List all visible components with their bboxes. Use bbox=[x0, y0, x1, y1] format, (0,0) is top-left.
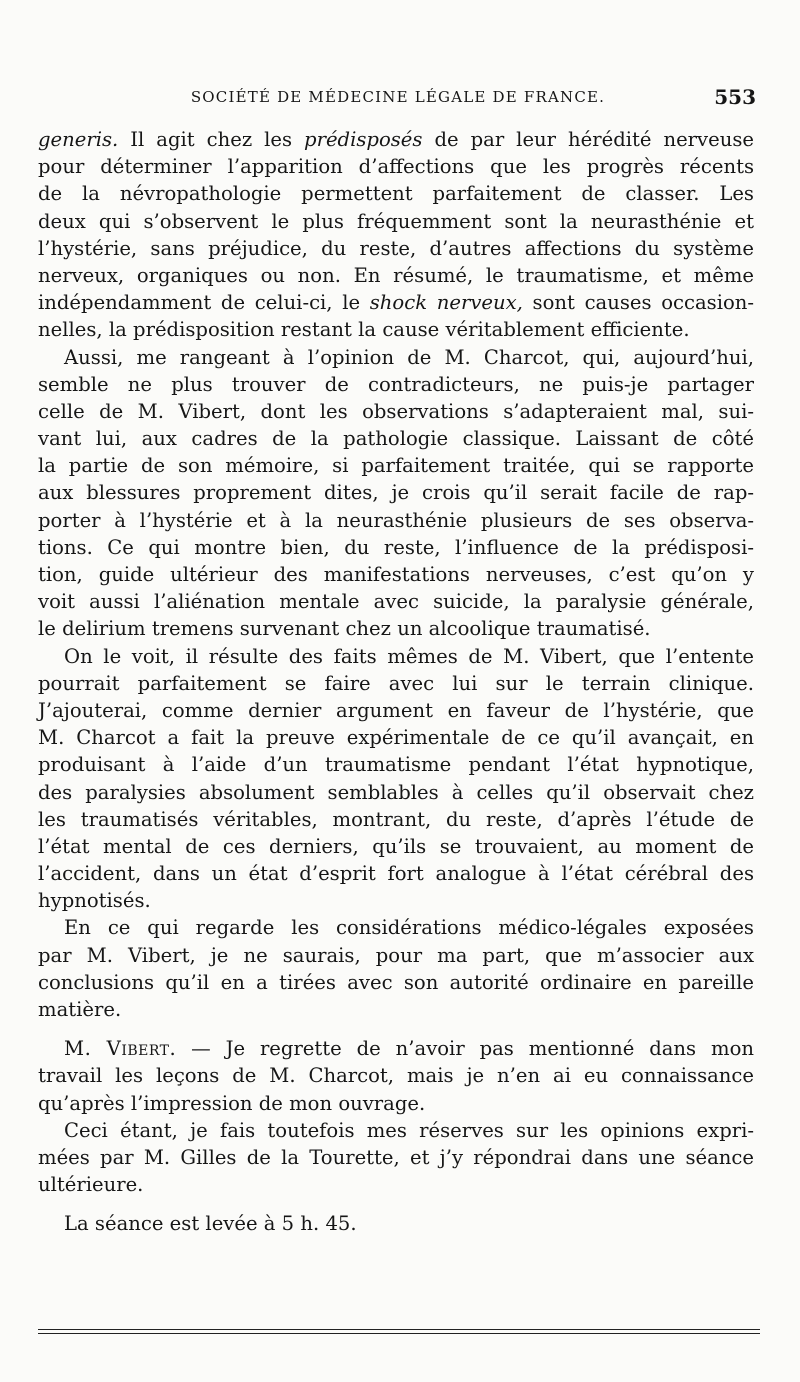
text-line bbox=[38, 1035, 754, 1062]
italic-word: prédisposés bbox=[304, 128, 423, 151]
text-line: les traumatisés véritables, montrant, du reste, d’après l’étude de bbox=[38, 807, 754, 831]
text-line: aux blessures proprement dites, je crois qu’il serait facile de rap- bbox=[38, 481, 754, 505]
text-line: de la névropathologie permettent parfaitement de classer. Les bbox=[38, 182, 754, 206]
text-line: l’hystérie, sans préjudice, du reste, d’autres affections du système bbox=[38, 236, 754, 260]
text-line: le delirium tremens survenant chez un alcoolique traumatisé. bbox=[38, 617, 651, 641]
text-line: deux qui s’observent le plus fréquemment sont la neurasthénie et bbox=[38, 209, 754, 233]
text-line: mées par M. Gilles de la Tourette, et j’y répondrai dans une séance bbox=[38, 1145, 754, 1169]
text-line: matière. bbox=[38, 998, 122, 1021]
text-line: Ceci étant, je fais toutefois mes réserves sur les opinions expri- bbox=[64, 1118, 754, 1142]
closing-paragraph bbox=[38, 1210, 754, 1237]
text-line: pourrait parfaitement se faire avec lui sur le terrain clinique. bbox=[38, 671, 754, 695]
closing-line: La séance est levée à 5 h. 45. bbox=[64, 1212, 357, 1236]
text-line: l’état mental de ces derniers, qu’ils se trouvaient, au moment de bbox=[38, 834, 754, 858]
speaker-name: M. Vibert. bbox=[64, 1037, 177, 1061]
text-line: nelles, la prédisposition restant la cause véritablement efficiente. bbox=[38, 318, 690, 342]
divider-line bbox=[38, 1333, 760, 1334]
paragraph-2 bbox=[38, 344, 754, 643]
text-line: J’ajouterai, comme dernier argument en faveur de l’hystérie, que bbox=[38, 698, 754, 722]
text-line: voit aussi l’aliénation mentale avec suicide, la paralysie générale, bbox=[38, 590, 754, 614]
text-span: indépendamment de celui-ci, le bbox=[38, 291, 370, 315]
text-line: la partie de son mémoire, si parfaitement traitée, qui se rapporte bbox=[38, 454, 754, 478]
text-line: hypnotisés. bbox=[38, 889, 151, 913]
paragraph-1 bbox=[38, 126, 754, 344]
italic-word: shock nerveux, bbox=[369, 291, 523, 315]
text-line: On le voit, il résulte des faits mêmes de M. Vibert, que l’entente bbox=[64, 644, 754, 668]
text-line: nerveux, organiques ou non. En résumé, le traumatisme, et même bbox=[38, 263, 754, 287]
text-line: Aussi, me rangeant à l’opinion de M. Charcot, qui, aujourd’hui, bbox=[64, 345, 754, 369]
text-span: Il agit chez les bbox=[118, 128, 305, 151]
text-line: semble ne plus trouver de contradicteurs, ne puis-je partager bbox=[38, 372, 754, 396]
text-span: — Je regrette de n’avoir pas mentionné dans mon bbox=[176, 1037, 754, 1061]
text-line: conclusions qu’il en a tirées avec son autorité ordinaire en pareille bbox=[38, 970, 754, 994]
text-line: porter à l’hystérie et à la neurasthénie plusieurs de ses observa- bbox=[38, 508, 754, 532]
text-span: sont causes occasion- bbox=[522, 291, 755, 315]
body-text bbox=[38, 126, 754, 1238]
text-line: par M. Vibert, je ne saurais, pour ma part, que m’associer aux bbox=[38, 943, 754, 967]
text-span: de par leur hérédité nerveuse bbox=[422, 128, 754, 151]
italic-word: generis. bbox=[38, 128, 119, 151]
text-line: celle de M. Vibert, dont les observations s’adapteraient mal, sui- bbox=[38, 399, 754, 423]
divider-line bbox=[38, 1329, 760, 1330]
text-line bbox=[38, 126, 754, 153]
running-title: SOCIÉTÉ DE MÉDECINE LÉGALE DE FRANCE. bbox=[190, 88, 606, 106]
text-line: ultérieure. bbox=[38, 1173, 144, 1197]
text-line: vant lui, aux cadres de la pathologie classique. Laissant de côté bbox=[38, 427, 754, 451]
text-line: tion, guide ultérieur des manifestations nerveuses, c’est qu’on y bbox=[38, 563, 754, 586]
text-line: des paralysies absolument semblables à celles qu’il observait chez bbox=[38, 780, 754, 804]
text-line bbox=[38, 289, 754, 316]
paragraph-4 bbox=[38, 914, 754, 1023]
text-line: tions. Ce qui montre bien, du reste, l’influence de la prédisposi- bbox=[38, 535, 754, 559]
text-line: pour déterminer l’apparition d’affections que les progrès récents bbox=[38, 155, 754, 179]
text-line: qu’après l’impression de mon ouvrage. bbox=[38, 1091, 426, 1115]
page-number: 553 bbox=[714, 85, 756, 109]
closing-rule bbox=[38, 1329, 760, 1337]
text-line: produisant à l’aide d’un traumatisme pendant l’état hypnotique, bbox=[38, 753, 754, 777]
text-line: travail les leçons de M. Charcot, mais je n’en ai eu connaissance bbox=[38, 1064, 754, 1088]
section-gap bbox=[38, 1023, 754, 1035]
paragraph-6 bbox=[38, 1117, 754, 1199]
text-line: M. Charcot a fait la preuve expérimentale de ce qu’il avançait, en bbox=[38, 726, 754, 750]
text-line: En ce qui regarde les considérations médico-légales exposées bbox=[64, 916, 754, 940]
page-header bbox=[38, 85, 758, 114]
paragraph-5 bbox=[38, 1035, 754, 1117]
text-line: l’accident, dans un état d’esprit fort analogue à l’état cérébral des bbox=[38, 862, 754, 886]
section-gap bbox=[38, 1198, 754, 1210]
paragraph-3 bbox=[38, 643, 754, 915]
